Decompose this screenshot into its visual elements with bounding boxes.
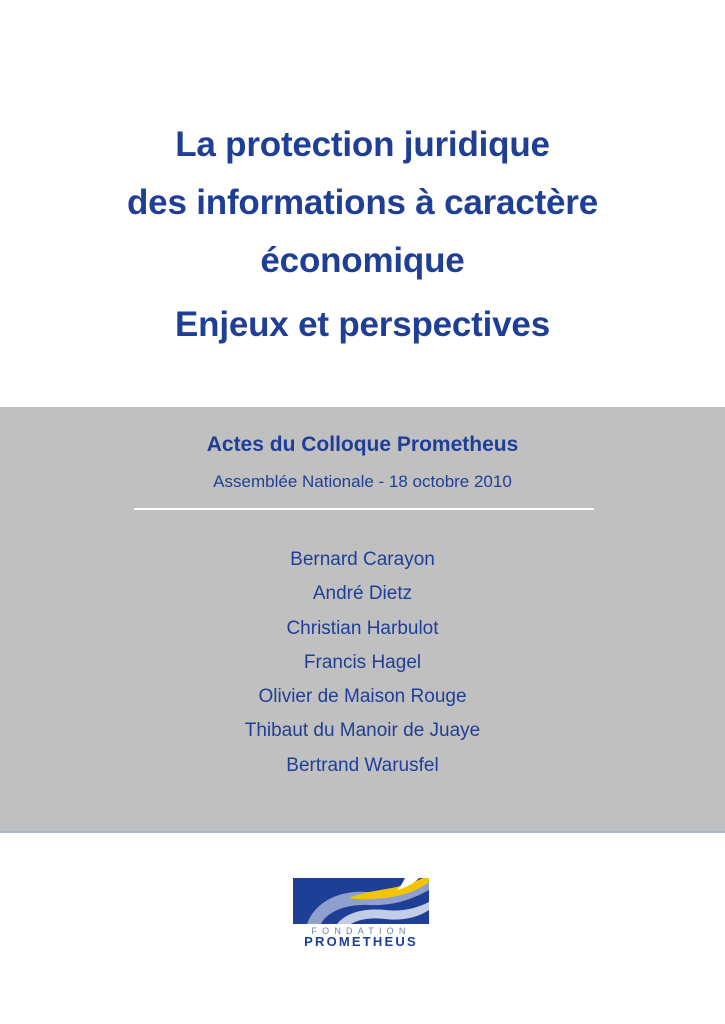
prometheus-logo-icon (293, 878, 429, 924)
author-name: Olivier de Maison Rouge (258, 686, 467, 708)
logo-prometheus-text: PROMETHEUS (304, 934, 418, 949)
divider-rule (134, 508, 594, 510)
fondation-prometheus-logo (293, 878, 429, 950)
author-name: Bertrand Warusfel (286, 754, 439, 776)
colloque-venue-date: Assemblée Nationale - 18 octobre 2010 (213, 472, 512, 491)
document-subtitle: Enjeux et perspectives (175, 305, 550, 344)
logo-fondation-text: FONDATION (311, 926, 411, 936)
author-name: Francis Hagel (303, 651, 422, 673)
colloque-band (0, 407, 725, 833)
author-name: André Dietz (312, 583, 413, 605)
document-title (0, 116, 725, 354)
author-name: Bernard Carayon (290, 549, 435, 570)
author-list (0, 543, 725, 783)
title-line-2: des informations à caractère (127, 183, 598, 222)
author-name: Christian Harbulot (286, 617, 439, 639)
title-line-1: La protection juridique (175, 125, 550, 164)
title-line-3: économique (260, 241, 465, 280)
colloque-title: Actes du Colloque Prometheus (206, 433, 519, 456)
author-name: Thibaut du Manoir de Juaye (244, 720, 481, 742)
